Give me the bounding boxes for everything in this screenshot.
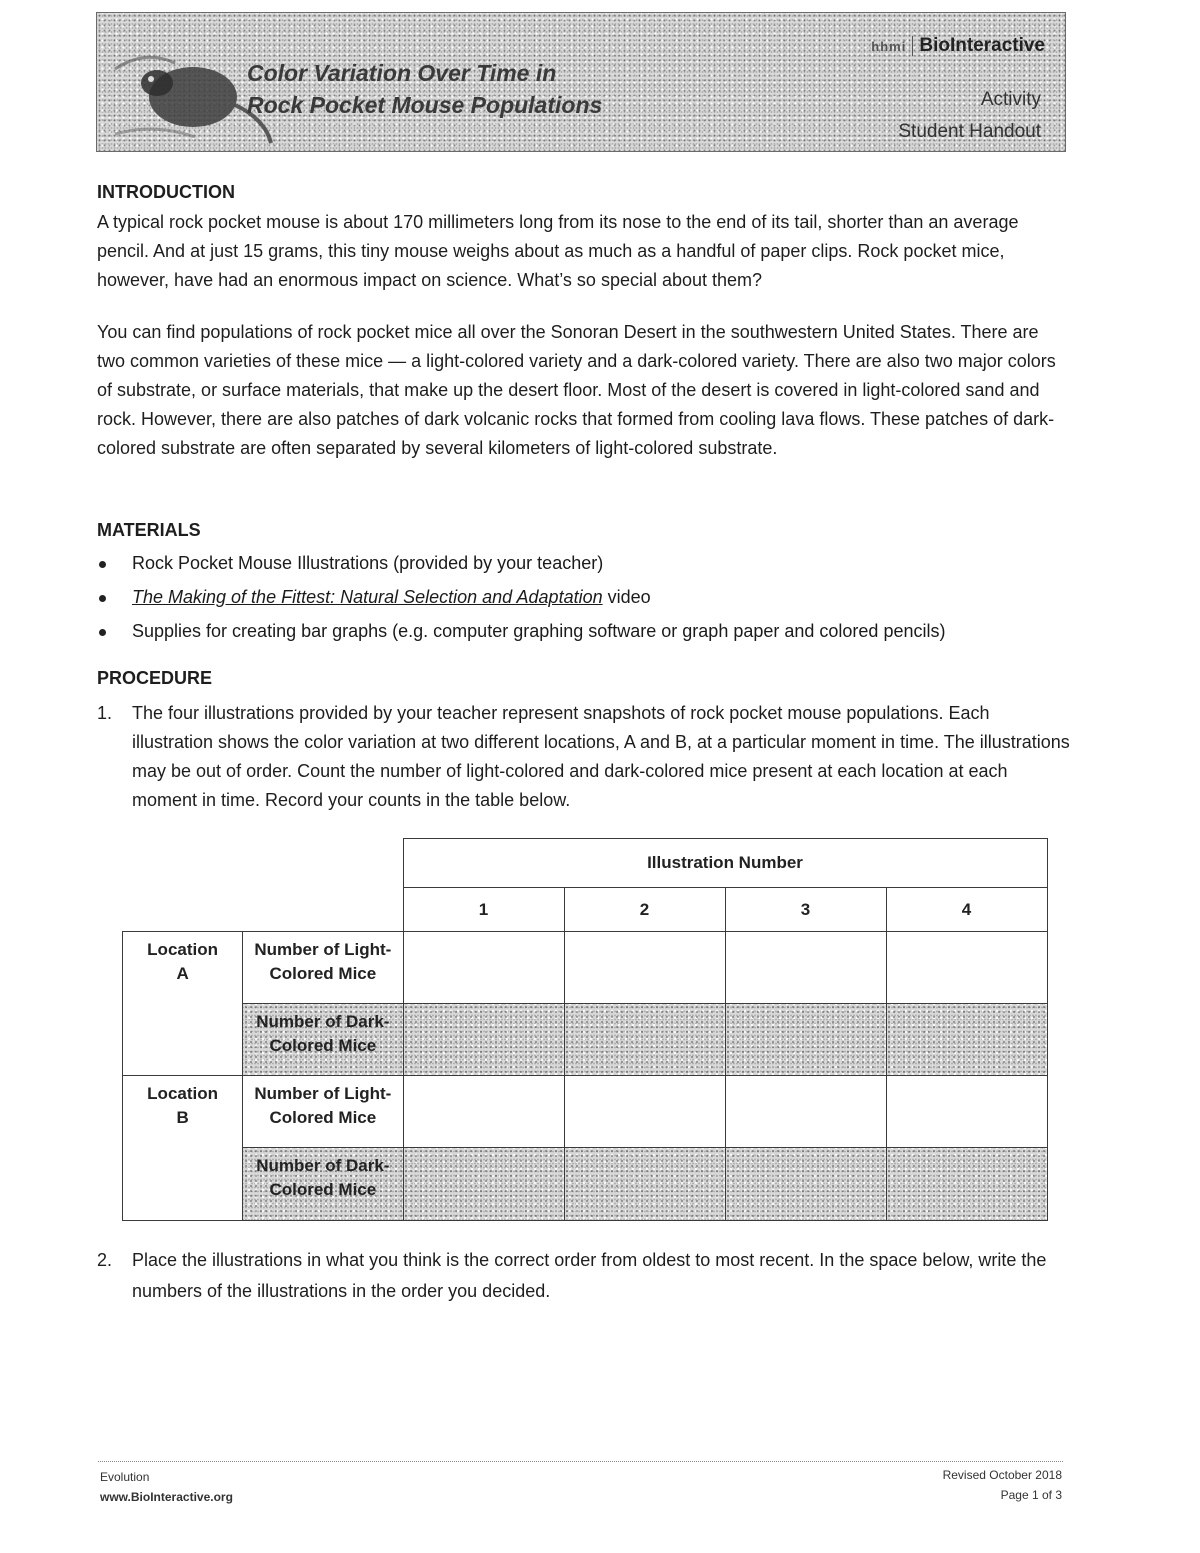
- count-cell[interactable]: [886, 932, 1047, 1004]
- row-label-line: Number of Light-: [254, 940, 392, 959]
- location-label-letter: B: [176, 1108, 189, 1127]
- light-mice-label: [243, 1076, 403, 1148]
- row-label-line: Number of Dark-: [256, 1012, 390, 1031]
- column-header-1: 1: [403, 888, 564, 932]
- mouse-count-table: [122, 838, 1048, 1221]
- row-label-line: Number of Dark-: [256, 1156, 390, 1175]
- step-number: 2.: [97, 1250, 113, 1270]
- table-corner: [123, 888, 404, 932]
- introduction-paragraph-2: You can find populations of rock pocket mice all over the Sonoran Desert in the southwestern United States. There are two common varieties of these mice — a light-colored variety and a dark-colored variety. There are also two major colors of substrate, or surface materials, that make up the desert floor. Most of the desert is covered in light-colored sand and rock. However, there are also patches of dark volcanic rocks that formed from cooling lava flows. These patches of dark-colored substrate are often separated by several kilometers of light-colored substrate.: [97, 322, 1056, 458]
- page-title: [247, 57, 602, 121]
- count-cell[interactable]: [564, 1076, 725, 1148]
- materials-item-suffix: video: [602, 587, 651, 607]
- dark-mice-label: [243, 1004, 403, 1076]
- doc-type: Activity: [980, 89, 1041, 110]
- row-label-line: Colored Mice: [269, 1180, 377, 1199]
- materials-item-text: Supplies for creating bar graphs (e.g. computer graphing software or graph paper and colored pencils): [132, 621, 946, 641]
- count-cell[interactable]: [886, 1076, 1047, 1148]
- video-title-link[interactable]: The Making of the Fittest: Natural Selection and Adaptation: [132, 587, 603, 607]
- step-text: The four illustrations provided by your teacher represent snapshots of rock pocket mouse populations. Each illustration shows the color variation at two different locations, A and B, at a particular moment in time. The illustrations may be out of order. Count the number of light-colored and dark-colored mice present at each location at each moment in time. Record your counts in the table below.: [132, 703, 1070, 810]
- count-cell[interactable]: [886, 1004, 1047, 1076]
- footer-left: [100, 1467, 233, 1507]
- light-mice-label: [243, 932, 403, 1004]
- materials-item: [97, 580, 1067, 614]
- procedure-heading: PROCEDURE: [97, 668, 213, 688]
- footer-right: [943, 1465, 1062, 1505]
- row-label-line: Colored Mice: [269, 964, 377, 983]
- count-cell[interactable]: [725, 1004, 886, 1076]
- footer-subject: Evolution: [100, 1470, 150, 1484]
- footer-page-number: Page 1 of 3: [1000, 1488, 1062, 1502]
- column-header-3: 3: [725, 888, 886, 932]
- procedure-step-2: [97, 1245, 1072, 1307]
- count-cell[interactable]: [886, 1148, 1047, 1221]
- location-b-label: [123, 1076, 243, 1221]
- footer-website[interactable]: www.BioInteractive.org: [100, 1490, 233, 1504]
- footer-revised: Revised October 2018: [942, 1468, 1062, 1482]
- count-cell[interactable]: [403, 1076, 564, 1148]
- count-cell[interactable]: [564, 1004, 725, 1076]
- hhmi-logo: hhmi: [871, 38, 907, 54]
- location-label-line: Location: [147, 940, 219, 959]
- row-label-line: Colored Mice: [269, 1036, 377, 1055]
- brand-name: BioInteractive: [919, 35, 1045, 56]
- footer-divider: [98, 1461, 1063, 1462]
- materials-item: [97, 546, 1067, 580]
- brand-divider: [912, 36, 913, 56]
- procedure-step-1: [97, 699, 1072, 815]
- illustration-number-header: Illustration Number: [403, 839, 1047, 888]
- materials-item-text: Rock Pocket Mouse Illustrations (provided by your teacher): [132, 553, 604, 573]
- count-cell[interactable]: [403, 1004, 564, 1076]
- count-cell[interactable]: [564, 932, 725, 1004]
- count-cell[interactable]: [725, 1076, 886, 1148]
- count-cell[interactable]: [725, 932, 886, 1004]
- count-cell[interactable]: [403, 1148, 564, 1221]
- column-header-2: 2: [564, 888, 725, 932]
- step-text: Place the illustrations in what you think is the correct order from oldest to most recent. In the space below, write the numbers of the illustrations in the order you decided.: [132, 1250, 1047, 1301]
- title-line-2: Rock Pocket Mouse Populations: [247, 92, 603, 118]
- materials-heading: MATERIALS: [97, 520, 201, 540]
- materials-list: [97, 546, 1067, 648]
- row-label-line: Colored Mice: [269, 1108, 377, 1127]
- row-label-line: Number of Light-: [254, 1084, 392, 1103]
- header-banner: [96, 12, 1066, 152]
- title-line-1: Color Variation Over Time in: [247, 60, 557, 86]
- column-header-4: 4: [886, 888, 1047, 932]
- table-corner: [123, 839, 404, 888]
- dark-mice-label: [243, 1148, 403, 1221]
- step-number: 1.: [97, 703, 113, 723]
- location-label-letter: A: [176, 964, 189, 983]
- count-cell[interactable]: [725, 1148, 886, 1221]
- doc-subtype: Student Handout: [898, 121, 1041, 142]
- count-cell[interactable]: [564, 1148, 725, 1221]
- location-a-label: [123, 932, 243, 1076]
- introduction-heading: INTRODUCTION: [97, 182, 235, 202]
- brand: [871, 35, 1045, 57]
- introduction-paragraph-1: A typical rock pocket mouse is about 170 millimeters long from its nose to the end of its tail, shorter than an average pencil. And at just 15 grams, this tiny mouse weighs about as much as a handful of paper clips. Rock pocket mice, however, have had an enormous impact on science. What’s so special about them?: [97, 212, 1019, 290]
- location-label-line: Location: [147, 1084, 219, 1103]
- materials-item: [97, 614, 1067, 648]
- count-cell[interactable]: [403, 932, 564, 1004]
